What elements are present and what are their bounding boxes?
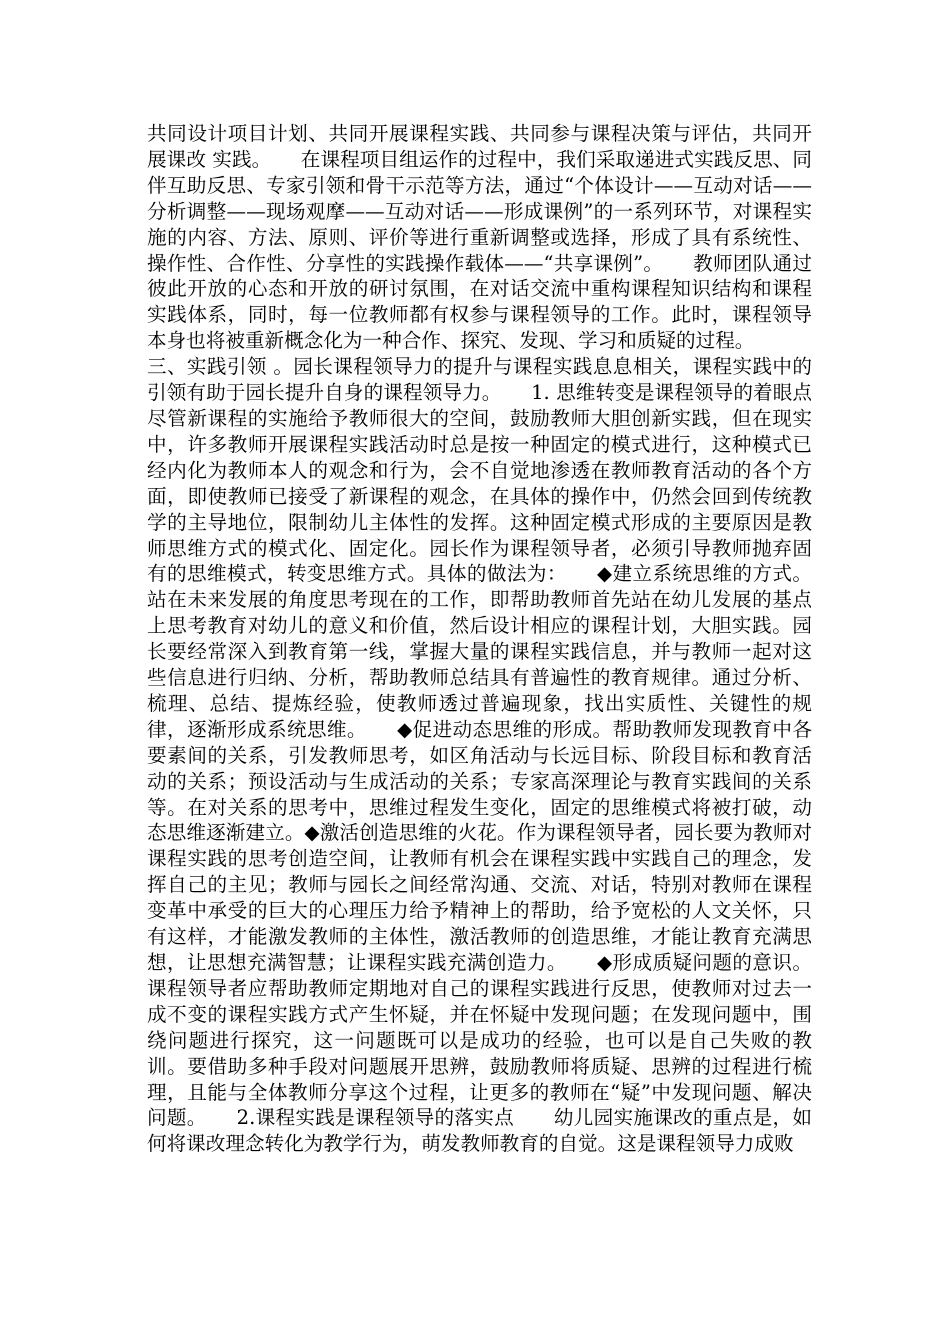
- paragraph-practice-guidance: 三、实践引领 。园长课程领导力的提升与课程实践息息相关，课程实践中的引领有助于园长提升自身的课程领导力。 1. 思维转变是课程领导的着眼点 尽管新课程的实施给予教师很大的空间，鼓励教师大胆创新实践，但在现实中，许多教师开展课程实践活动时总是按一种固定的模式进行，这种模式已经内化为教师本人的观念和行为，会不自觉地渗透在教师教育活动的各个方面，即使教师已接受了新课程的观念，在具体的操作中，仍然会回到传统教学的主导地位，限制幼儿主体性的发挥。这种固定模式形成的主要原因是教师思维方式的模式化、固定化。园长作为课程领导者，必须引导教师抛弃固有的思维模式，转变思维方式。具体的做法为： ◆建立系统思维的方式。站在未来发展的角度思考现在的工作，即帮助教师首先站在幼儿发展的基点上思考教育对幼儿的意义和价值，然后设计相应的课程计划，大胆实践。园长要经常深入到教育第一线，掌握大量的课程实践信息，并与教师一起对这些信息进行归纳、分析，帮助教师总结具有普遍性的教育规律。通过分析、梳理、总结、提炼经验，使教师透过普遍现象，找出实质性、关键性的规律，逐渐形成系统思维。 ◆促进动态思维的形成。帮助教师发现教育中各要素间的关系，引发教师思考，如区角活动与长远目标、阶段目标和教育活动的关系；预设活动与生成活动的关系；专家高深理论与教育实践间的关系等。在对关系的思考中，思维过程发生变化，固定的思维模式将被打破，动态思维逐渐建立。◆激活创造思维的火花。作为课程领导者，园长要为教师对课程实践的思考创造空间，让教师有机会在课程实践中实践自己的理念，发挥自己的主见；教师与园长之间经常沟通、交流、对话，特别对教师在课程变革中承受的巨大的心理压力给予精神上的帮助，给予宽松的人文关怀，只有这样，才能激发教师的主体性，激活教师的创造思维，才能让教育充满思想，让思想充满智慧；让课程实践充满创造力。 ◆形成质疑问题的意识。课程领导者应帮助教师定期地对自己的课程实践进行反思，使教师对过去一成不变的课程实践方式产生怀疑，并在怀疑中发现问题；在发现问题中，围绕问题进行探究，这一问题既可以是成功的经验，也可以是自己失败的教训。要借助多种手段对问题展开思辨，鼓励教师将质疑、思辨的过程进行梳理，且能与全体教师分享这个过程，让更多的教师在“疑”中发现问题、解决问题。 2.课程实践是课程领导的落实点 幼儿园实施课改的重点是，如何将课改理念转化为教学行为，萌发教师教育的自觉。这是课程领导力成败: [147, 355, 852, 1156]
- paragraph-course-project: 共同设计项目计划、共同开展课程实践、共同参与课程决策与评估，共同开展课改 实践。 在课程项目组运作的过程中，我们采取递进式实践反思、同伴互助反思、专家引领和骨干示范等方法，通过“个体设计——互动对话——分析调整——现场观摩——互动对话——形成课例”的一系列环节，对课程实施的内容、方法、原则、评价等进行重新调整或选择，形成了具有系统性、操作性、合作性、分享性的实践操作载体——“共享课例”。 教师团队通过彼此开放的心态和开放的研讨氛围，在对话交流中重构课程知识结构和课程实践体系，同时，每一位教师都有权参与课程领导的工作。此时，课程领导本身也将被重新概念化为一种合作、探究、发现、学习和质疑的过程。: [147, 122, 812, 353]
- document-body: [147, 121, 852, 1157]
